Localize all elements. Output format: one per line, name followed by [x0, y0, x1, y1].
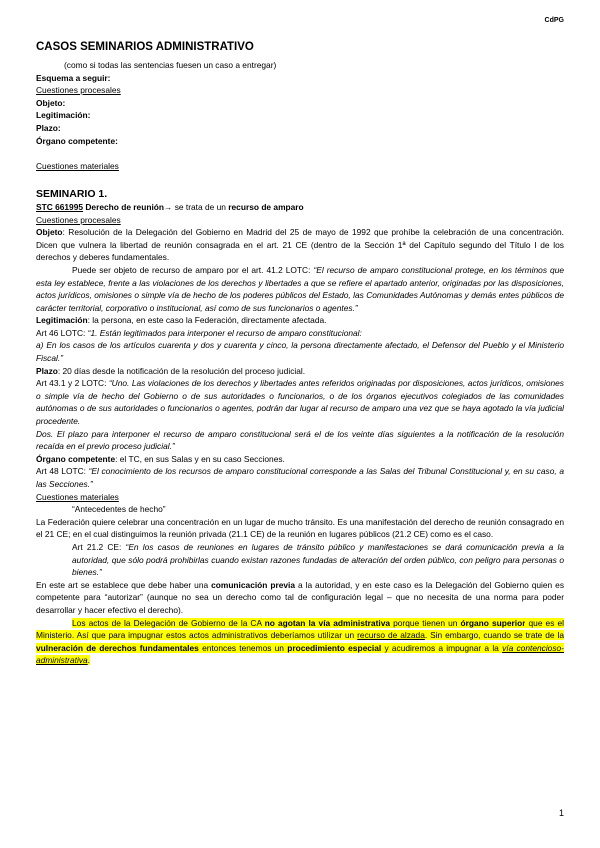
stc-mid: se trata de un [172, 201, 229, 212]
intro-plazo: Plazo: [36, 122, 61, 133]
arrow-icon: → [164, 201, 173, 212]
federacion-paragraph: La Federación quiere celebrar una concentración en un lugar de mucho tránsito. Es una manifestación del derecho de reunión consagrado en el 21 CE; en el cual distinguimos la reunión privada (21.1 CE) de la reunión en lugares públicos (21.2 CE) como es el caso. [36, 516, 564, 540]
document-body [36, 40, 564, 667]
stc-recurso: recurso de amparo [228, 201, 304, 212]
hl-2: no agotan la vía administrativa [264, 617, 391, 628]
hl-10: procedimiento especial [287, 642, 382, 653]
intro-objeto: Objeto: [36, 97, 66, 108]
stc-line [36, 201, 564, 214]
objeto-text: : Resolución de la Delegación del Gobierno en Madrid del 25 de mayo de 1992 que prohíbe la celebración de una concentración. Dicen que vulnera la libertad de reunión consagrada en el art. 21 CE (dentro de la Sección 1ª del Capítulo segundo del Título I de los derechos y deberes fundamentales. [36, 227, 564, 263]
legit-paragraph [36, 314, 564, 327]
art46-paragraph [36, 327, 564, 340]
hl-5: que es el Ministerio. Así que para impugnar estos actos administrativos deberíamos utilizar un [36, 617, 564, 641]
art43-plain: Art 43.1 y 2 LOTC: [36, 378, 109, 389]
art212-plain: Art 21.2 CE: [72, 541, 126, 552]
hl-8: vulneración de derechos fundamentales [36, 642, 199, 653]
document-subtitle: (como si todas las sentencias fuesen un caso a entregar) [64, 60, 277, 70]
legit-text: : la persona, en este caso la Federación, directamente afectada. [87, 315, 327, 326]
art46-quote: “1. Están legitimados para interponer el recurso de amparo constitucional: [87, 327, 362, 338]
esquema-heading: Esquema a seguir: [36, 72, 111, 83]
eneste-2: a la autoridad, y en este caso es la Delegación del Gobierno quien es competente para “autorizar” (aunque no sea un derecho como tal de configuración legal – que no necesita de una norma para poder desarrollar y hacer efectivo el derecho). [36, 579, 565, 615]
eneste-bold: comunicación previa [211, 579, 296, 590]
legit-label: Legitimación [36, 315, 88, 326]
puede-quote: “El recurso de amparo constitucional protege, en los términos que esta ley establece, frente a las violaciones de los derechos y libertades a que se refiere el apartado anterior, originadas por las disposiciones, actos jurídicos, omisiones o simple vía de hecho de los poderes públicos del Estado, las Comunidades Autónomas y demás entes públicos de carácter territorial, corporativo o institucional, así como de sus funcionarios o agentes.” [36, 264, 565, 313]
art212-paragraph [36, 541, 564, 579]
header-tag: CdPG [544, 17, 564, 24]
hl-4: órgano superior [460, 617, 526, 628]
seminario-title: SEMINARIO 1. [36, 187, 108, 200]
eneste-paragraph [36, 579, 564, 617]
highlighted-paragraph [36, 617, 564, 667]
document-title: CASOS SEMINARIOS ADMINISTRATIVO [36, 41, 254, 53]
art48-quote: “El conocimiento de los recursos de amparo constitucional corresponde a las Salas del Tribunal Constitucional y, en su caso, a las Secciones.” [36, 466, 564, 489]
hl-12: vía contencioso-administrativa [36, 642, 564, 666]
plazo-paragraph [36, 365, 564, 378]
intro-organo: Órgano competente: [36, 135, 118, 146]
intro-cuestiones-procesales: Cuestiones procesales [36, 85, 121, 96]
antecedentes-heading: “Antecedentes de hecho” [72, 504, 166, 515]
plazo-text: : 20 días desde la notificación de la resolución del proceso judicial. [57, 365, 306, 376]
hl-13: . [87, 655, 90, 666]
stc-reference: STC 661995 [36, 201, 84, 212]
objeto-paragraph [36, 226, 564, 264]
stc-topic: Derecho de reunión [83, 201, 165, 212]
intro-cuestiones-materiales: Cuestiones materiales [36, 160, 119, 171]
hl-6: recurso de alzada [357, 630, 425, 641]
art46-a: a) En los casos de los artículos cuarenta y dos y cuarenta y cinco, la persona directamente afectado, el Defensor del Pueblo y el Ministerio Fiscal.” [36, 340, 564, 364]
hl-1: Los actos de la Delegación de Gobierno de la CA [72, 617, 265, 628]
hl-7: . Sin embargo, cuando se trate de la [424, 630, 564, 641]
sem-cuestiones-procesales: Cuestiones procesales [36, 214, 121, 225]
page-number: 1 [558, 808, 564, 818]
art43-dos: Dos. El plazo para interponer el recurso de amparo constitucional será el de los veinte días siguientes a la notificación de la resolución recaída en el previo proceso judicial.” [36, 428, 564, 452]
art48-plain: Art 48 LOTC: [36, 466, 89, 477]
hl-11: y acudiremos a impugnar a la [381, 642, 503, 653]
sem-cuestiones-materiales: Cuestiones materiales [36, 491, 119, 502]
plazo-label: Plazo [36, 365, 58, 376]
puede-paragraph [36, 264, 564, 314]
intro-legitimacion: Legitimación: [36, 110, 91, 121]
organo-paragraph [36, 453, 564, 466]
puede-plain: Puede ser objeto de recurso de amparo por el art. 41.2 LOTC: [72, 264, 314, 275]
hl-3: porque tienen un [390, 617, 461, 628]
organo-text: : el TC, en sus Salas y en su caso Secciones. [115, 453, 285, 464]
art212-quote: “En los casos de reuniones en lugares de tránsito público y manifestaciones se dará comunicación previa a la autoridad, que sólo podrá prohibirlas cuando existan razones fundadas de alteración del orden público, con peligro para personas o bienes.” [72, 541, 564, 578]
eneste-1: En este art se establece que debe haber una [36, 579, 212, 590]
art43-paragraph [36, 377, 564, 427]
objeto-label: Objeto [36, 227, 63, 238]
hl-9: entonces tenemos un [198, 642, 288, 653]
art43-quote: “Uno. Las violaciones de los derechos y libertades antes referidos originadas por disposiciones, actos jurídicos, omisiones o simple vía de hecho del Gobierno o de sus autoridades o funcionarios, o de los órganos ejecutivos colegiados de las comunidades autónomas o de sus autoridades o funcionarios o agentes, podrán dar lugar al recurso de amparo una vez que se haya agotado la vía judicial procedente. [36, 378, 564, 427]
art48-paragraph [36, 465, 564, 490]
organo-label: Órgano competente [36, 453, 116, 464]
art46-plain: Art 46 LOTC: [36, 327, 88, 338]
